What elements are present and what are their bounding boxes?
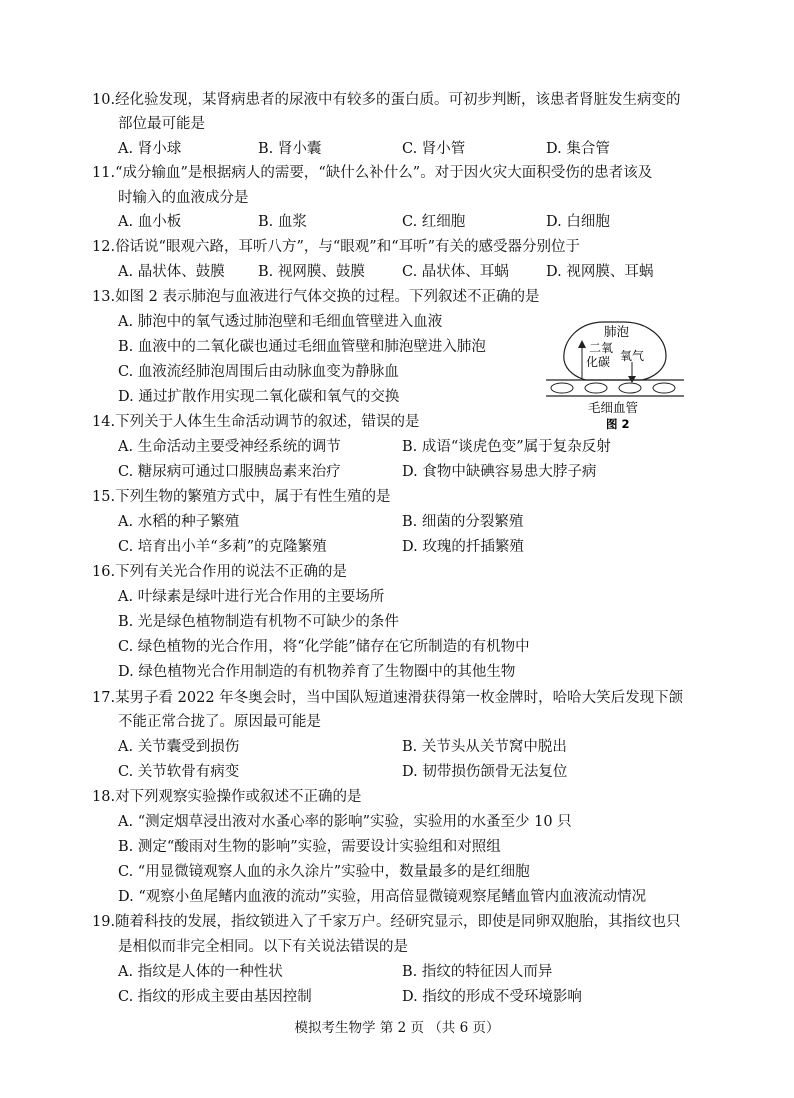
question-text: 下列有关光合作用的说法不正确的是 bbox=[115, 564, 348, 580]
question-10 bbox=[92, 90, 681, 110]
question-text: 下列关于人体生生命活动调节的叙述，错误的是 bbox=[115, 414, 420, 430]
option-a: A. 肾小球 bbox=[118, 141, 182, 157]
option-c: C. 血液流经肺泡周围后由动脉血变为静脉血 bbox=[118, 364, 399, 380]
option-b: B. 血液中的二氧化碳也通过毛细血管壁和肺泡壁进入肺泡 bbox=[118, 339, 486, 355]
option-d: D. 视网膜、耳蜗 bbox=[546, 264, 654, 280]
question-text: 对下列观察实验操作或叙述不正确的是 bbox=[115, 789, 362, 805]
question-text: 经化验发现，某肾病患者的尿液中有较多的蛋白质。可初步判断，该患者肾脏发生病变的 bbox=[115, 92, 681, 108]
question-number: 19. bbox=[92, 914, 116, 930]
option-c: C. 关节软骨有病变 bbox=[118, 764, 240, 780]
option-c: C. 绿色植物的光合作用，将“化学能”储存在它所制造的有机物中 bbox=[118, 639, 530, 655]
option-d: D. 指纹的形成不受环境影响 bbox=[402, 989, 582, 1005]
option-b: B. 指纹的特征因人而异 bbox=[402, 964, 553, 980]
question-text: 下列生物的繁殖方式中，属于有性生殖的是 bbox=[115, 489, 391, 505]
question-19-cont: 是相似而非完全相同。以下有关说法错误的是 bbox=[118, 939, 408, 955]
question-number: 18. bbox=[92, 789, 116, 805]
question-number: 15. bbox=[92, 489, 116, 505]
question-text: “成分输血”是根据病人的需要，“缺什么补什么”。对于因火灾大面积受伤的患者该及 bbox=[115, 165, 653, 181]
blood-cell bbox=[653, 383, 675, 393]
question-number: 17. bbox=[92, 690, 116, 706]
option-c: C. 红细胞 bbox=[402, 214, 466, 230]
co2-label-line1: 二氧 bbox=[589, 341, 614, 355]
option-a: A. 血小板 bbox=[118, 214, 182, 230]
option-a: A. “测定烟草浸出液对水蚤心率的影响”实验，实验用的水蚤至少 10 只 bbox=[118, 814, 572, 830]
option-d: D. 白细胞 bbox=[546, 214, 610, 230]
option-b: B. 肾小囊 bbox=[258, 141, 322, 157]
option-d: D. 通过扩散作用实现二氧化碳和氧气的交换 bbox=[118, 389, 400, 405]
question-18 bbox=[92, 787, 362, 807]
capillary-label: 毛细血管 bbox=[588, 400, 639, 415]
option-c: C. 晶状体、耳蜗 bbox=[402, 264, 509, 280]
option-d: D. “观察小鱼尾鳍内血液的流动”实验，用高倍显微镜观察尾鳍血管内血液流动情况 bbox=[118, 889, 647, 905]
figure-caption: 图 2 bbox=[606, 417, 630, 431]
alveolus-label: 肺泡 bbox=[604, 324, 630, 339]
option-a: A. 关节囊受到损伤 bbox=[118, 739, 240, 755]
option-a: A. 晶状体、鼓膜 bbox=[118, 264, 225, 280]
option-a: A. 生命活动主要受神经系统的调节 bbox=[118, 439, 341, 455]
option-a: A. 指纹是人体的一种性状 bbox=[118, 964, 283, 980]
question-number: 16. bbox=[92, 564, 116, 580]
question-12 bbox=[92, 237, 580, 257]
question-number: 14. bbox=[92, 414, 116, 430]
option-d: D. 食物中缺碘容易患大脖子病 bbox=[402, 464, 597, 480]
alveolus-figure bbox=[544, 318, 686, 432]
question-14 bbox=[92, 412, 420, 432]
question-16 bbox=[92, 562, 347, 582]
option-b: B. 血浆 bbox=[258, 214, 307, 230]
co2-label-line2: 化碳 bbox=[586, 355, 611, 369]
option-c: C. 培育出小羊“多莉”的克隆繁殖 bbox=[118, 539, 327, 555]
question-13 bbox=[92, 287, 540, 307]
question-text: 随着科技的发展，指纹锁进入了千家万户。经研究显示，即使是同卵双胞胎，其指纹也只 bbox=[115, 914, 681, 930]
option-d: D. 绿色植物光合作用制造的有机物养育了生物圈中的其他生物 bbox=[118, 664, 516, 680]
option-c: C. 指纹的形成主要由基因控制 bbox=[118, 989, 312, 1005]
question-number: 13. bbox=[92, 289, 116, 305]
option-d: D. 韧带损伤颌骨无法复位 bbox=[402, 764, 568, 780]
option-b: B. 关节头从关节窝中脱出 bbox=[402, 739, 567, 755]
blood-cell bbox=[551, 383, 573, 393]
blood-cell bbox=[619, 383, 641, 393]
question-11 bbox=[92, 163, 652, 183]
option-b: B. 成语“谈虎色变”属于复杂反射 bbox=[402, 439, 611, 455]
question-17-cont: 不能正常合拢了。原因最可能是 bbox=[118, 714, 321, 730]
option-a: A. 叶绿素是绿叶进行光合作用的主要场所 bbox=[118, 589, 385, 605]
option-a: A. 肺泡中的氧气透过肺泡壁和毛细血管壁进入血液 bbox=[118, 314, 443, 330]
question-text: 某男子看 2022 年冬奥会时，当中国队短道速滑获得第一枚金牌时，哈哈大笑后发现下颌 bbox=[115, 690, 684, 706]
page-footer: 模拟考生物学 第 2 页 （共 6 页） bbox=[294, 1020, 500, 1036]
option-d: D. 集合管 bbox=[546, 141, 610, 157]
option-b: B. 光是绿色植物制造有机物不可缺少的条件 bbox=[118, 614, 399, 630]
question-17 bbox=[92, 688, 683, 708]
option-b: B. 视网膜、鼓膜 bbox=[258, 264, 365, 280]
question-number: 11. bbox=[92, 165, 116, 181]
question-19 bbox=[92, 912, 681, 932]
co2-arrowhead bbox=[578, 340, 586, 348]
option-b: B. 细菌的分裂繁殖 bbox=[402, 514, 524, 530]
option-a: A. 水稻的种子繁殖 bbox=[118, 514, 240, 530]
option-c: C. 糖尿病可通过口服胰岛素来治疗 bbox=[118, 464, 341, 480]
question-number: 10. bbox=[92, 92, 116, 108]
question-10-cont: 部位最可能是 bbox=[118, 116, 205, 132]
o2-label: 氧气 bbox=[620, 349, 645, 363]
option-b: B. 测定“酸雨对生物的影响”实验，需要设计实验组和对照组 bbox=[118, 839, 501, 855]
option-c: C. 肾小管 bbox=[402, 141, 466, 157]
option-c: C. “用显微镜观察人血的永久涂片”实验中，数量最多的是红细胞 bbox=[118, 864, 530, 880]
question-text: 如图 2 表示肺泡与血液进行气体交换的过程。下列叙述不正确的是 bbox=[115, 289, 540, 305]
question-number: 12. bbox=[92, 239, 116, 255]
blood-cell bbox=[585, 383, 607, 393]
question-15 bbox=[92, 487, 391, 507]
question-11-cont: 时输入的血液成分是 bbox=[118, 190, 249, 206]
question-text: 俗话说“眼观六路，耳听八方”，与“眼观”和“耳听”有关的感受器分别位于 bbox=[115, 239, 581, 255]
option-d: D. 玫瑰的扦插繁殖 bbox=[402, 539, 524, 555]
